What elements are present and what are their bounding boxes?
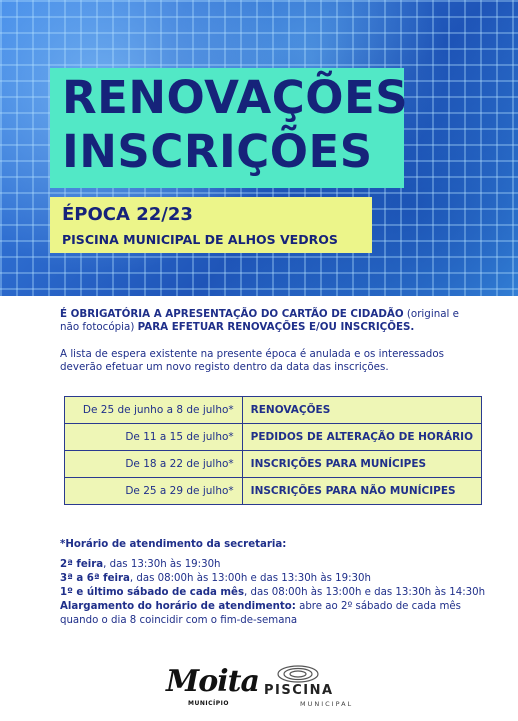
piscina-logo-subtitle: MUNICIPAL [300, 700, 354, 708]
hours-day: 1º e último sábado de cada mês [60, 587, 245, 598]
hours-time: , das 08:00h às 13:00h e das 13:30h às 19:30h [129, 573, 371, 584]
title-inscricoes: INSCRIÇÕES [62, 125, 373, 178]
schedule-label: INSCRIÇÕES PARA NÃO MUNÍCIPES [242, 478, 481, 505]
title-renovacoes: RENOVAÇÕES [62, 71, 409, 124]
notice-normal: (original e não fotocópia) [60, 308, 459, 333]
notice-bold-a: É OBRIGATÓRIA A APRESENTAÇÃO DO CARTÃO DE CIDADÃO [60, 308, 404, 320]
schedule-table [64, 396, 482, 505]
table-row [65, 397, 482, 424]
hours-row [60, 558, 480, 572]
id-card-notice [60, 308, 470, 334]
table-row [65, 478, 482, 505]
table-row [65, 451, 482, 478]
notice-bold-b: PARA EFETUAR RENOVAÇÕES E/OU INSCRIÇÕES. [137, 321, 415, 333]
extension-label: Alargamento do horário de atendimento: [60, 601, 296, 612]
schedule-date: De 25 de junho a 8 de julho* [65, 397, 243, 424]
schedule-label: RENOVAÇÕES [242, 397, 481, 424]
office-hours-heading: *Horário de atendimento da secretaria: [60, 539, 287, 550]
moita-logo-subtitle: MUNICÍPIO [188, 700, 229, 707]
hours-time: , das 13:30h às 19:30h [103, 559, 221, 570]
hours-day: 3ª a 6ª feira [60, 573, 130, 584]
schedule-date: De 18 a 22 de julho* [65, 451, 243, 478]
office-hours [60, 538, 486, 628]
venue-label: PISCINA MUNICIPAL DE ALHOS VEDROS [62, 232, 338, 247]
schedule-label: INSCRIÇÕES PARA MUNÍCIPES [242, 451, 481, 478]
hours-extension [60, 600, 480, 628]
schedule-label: PEDIDOS DE ALTERAÇÃO DE HORÁRIO [242, 424, 481, 451]
season-label: ÉPOCA 22/23 [62, 204, 193, 225]
extension-text: abre ao 2º sábado de cada mês quando o dia 8 coincidir com o fim-de-semana [60, 601, 461, 626]
hours-row [60, 586, 486, 600]
schedule-date: De 11 a 15 de julho* [65, 424, 243, 451]
waitlist-notice: A lista de espera existente na presente época é anulada e os interessados deverão efetuar um novo registo dentro da data das inscrições. [60, 348, 444, 373]
table-row [65, 424, 482, 451]
hours-time: , das 08:00h às 13:00h e das 13:30h às 14:30h [244, 587, 486, 598]
hours-row [60, 572, 480, 586]
piscina-logo: PISCINA [264, 683, 334, 698]
hours-day: 2ª feira [60, 559, 104, 570]
moita-logo: Moita [166, 664, 259, 699]
piscina-swirl-icon [275, 663, 321, 685]
schedule-date: De 25 a 29 de julho* [65, 478, 243, 505]
